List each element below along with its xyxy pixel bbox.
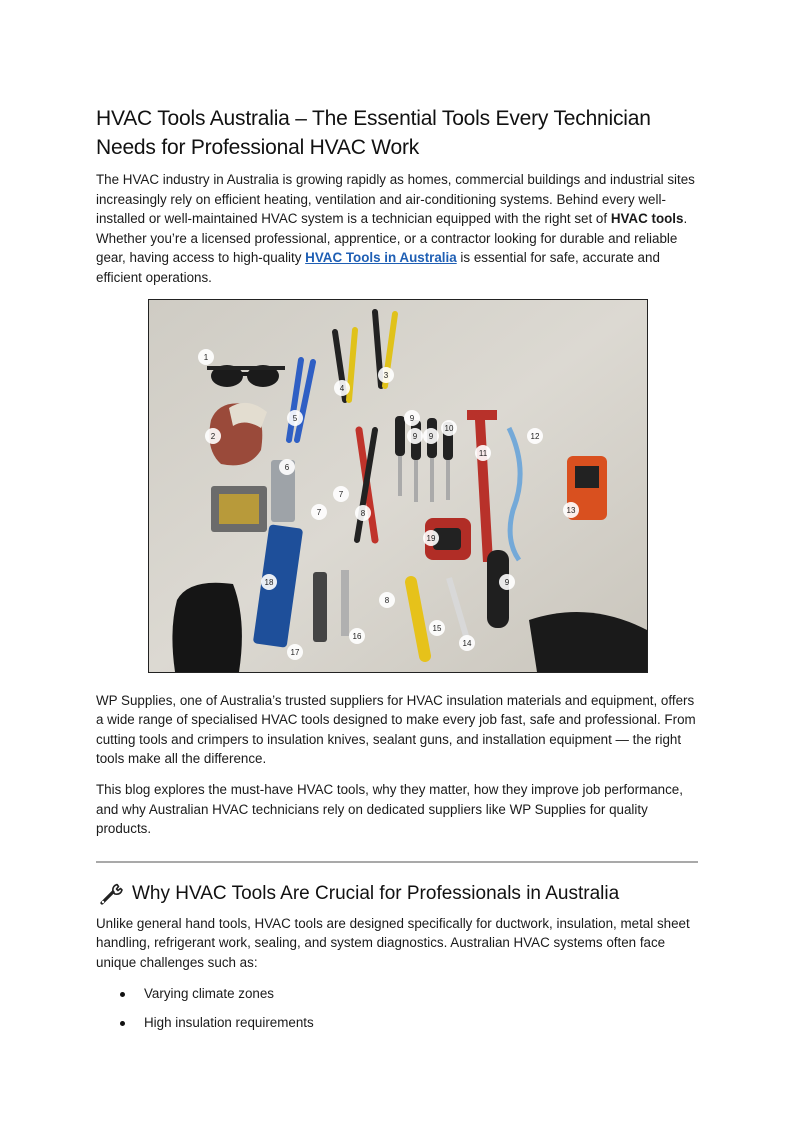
tool-number-label: 19 bbox=[426, 533, 436, 543]
tool-number-label: 8 bbox=[384, 595, 390, 605]
section-heading bbox=[96, 881, 698, 907]
list-item-text: High insulation requirements bbox=[144, 1015, 314, 1031]
section-divider bbox=[96, 861, 698, 863]
tool-number-label: 4 bbox=[339, 383, 345, 393]
tool-number-label: 5 bbox=[292, 413, 298, 423]
tools-photo bbox=[148, 299, 648, 673]
section-body: Unlike general hand tools, HVAC tools are designed specifically for ductwork, insulation, metal sheet handling, refrigerant work, sealing, and system diagnostics. Australian HVAC systems often face unique challenges such as: bbox=[96, 915, 690, 970]
tool-number-label: 10 bbox=[444, 423, 454, 433]
intro-text-2: . Whether you’re a licensed professional, apprentice, or a contractor looking for durable and reliable gear, having access to high-quality bbox=[96, 211, 688, 266]
page-title: HVAC Tools Australia – The Essential Tools Every Technician Needs for Professional HVAC Work bbox=[96, 107, 651, 159]
list-item bbox=[96, 984, 698, 1004]
tool-number-label: 9 bbox=[428, 431, 434, 441]
tool-number-label: 15 bbox=[432, 623, 442, 633]
tool-number-label: 9 bbox=[409, 413, 415, 423]
tool-number-label: 14 bbox=[462, 638, 472, 648]
tool-number-label: 17 bbox=[290, 647, 300, 657]
tool-number-label: 2 bbox=[210, 431, 216, 441]
list-item bbox=[96, 1013, 698, 1033]
intro-bold: HVAC tools bbox=[610, 211, 684, 227]
tool-number-label: 9 bbox=[504, 577, 510, 587]
tool-number-label: 16 bbox=[352, 631, 362, 641]
challenges-list bbox=[96, 984, 698, 1033]
tool-number-label: 3 bbox=[383, 370, 389, 380]
intro-text-3: is essential for safe, accurate and efficient operations. bbox=[96, 250, 660, 285]
intro-paragraph bbox=[96, 170, 698, 288]
hvac-tools-link[interactable]: HVAC Tools in Australia bbox=[305, 250, 457, 266]
tool-number-label: 18 bbox=[264, 577, 274, 587]
wrench-icon bbox=[98, 882, 124, 906]
tool-number-label: 12 bbox=[530, 431, 540, 441]
list-item-text: Varying climate zones bbox=[144, 985, 274, 1001]
intro-text-1: The HVAC industry in Australia is growing rapidly as homes, commercial buildings and industrial sites increasingly rely on efficient heating, ventilation and air-conditioning systems. Behind every well-installed or well-maintained HVAC system is a technician equipped with the right set of bbox=[96, 172, 695, 227]
supplier-paragraph: WP Supplies, one of Australia’s trusted suppliers for HVAC insulation materials and equipment, offers a wide range of specialised HVAC tools designed to make every job fast, safe and professional. From cutting tools and crimpers to insulation knives, sealant guns, and installation equipment — the right tools make all the difference. bbox=[96, 692, 696, 767]
tool-number-label: 8 bbox=[360, 508, 366, 518]
tool-number-label: 1 bbox=[203, 352, 209, 362]
tool-number-label: 13 bbox=[566, 505, 576, 515]
tools-photo-illustration bbox=[149, 300, 647, 672]
tool-number-label: 6 bbox=[284, 462, 290, 472]
blog-paragraph: This blog explores the must-have HVAC tools, why they matter, how they improve job performance, and why Australian HVAC technicians rely on dedicated suppliers like WP Supplies for quality products. bbox=[96, 781, 683, 837]
tool-number-label: 7 bbox=[338, 489, 344, 499]
section-heading-text: Why HVAC Tools Are Crucial for Professionals in Australia bbox=[132, 882, 620, 904]
tool-number-label: 7 bbox=[316, 507, 322, 517]
tool-number-label: 11 bbox=[478, 448, 488, 458]
tool-number-label: 9 bbox=[412, 431, 418, 441]
article-body bbox=[96, 104, 698, 1043]
